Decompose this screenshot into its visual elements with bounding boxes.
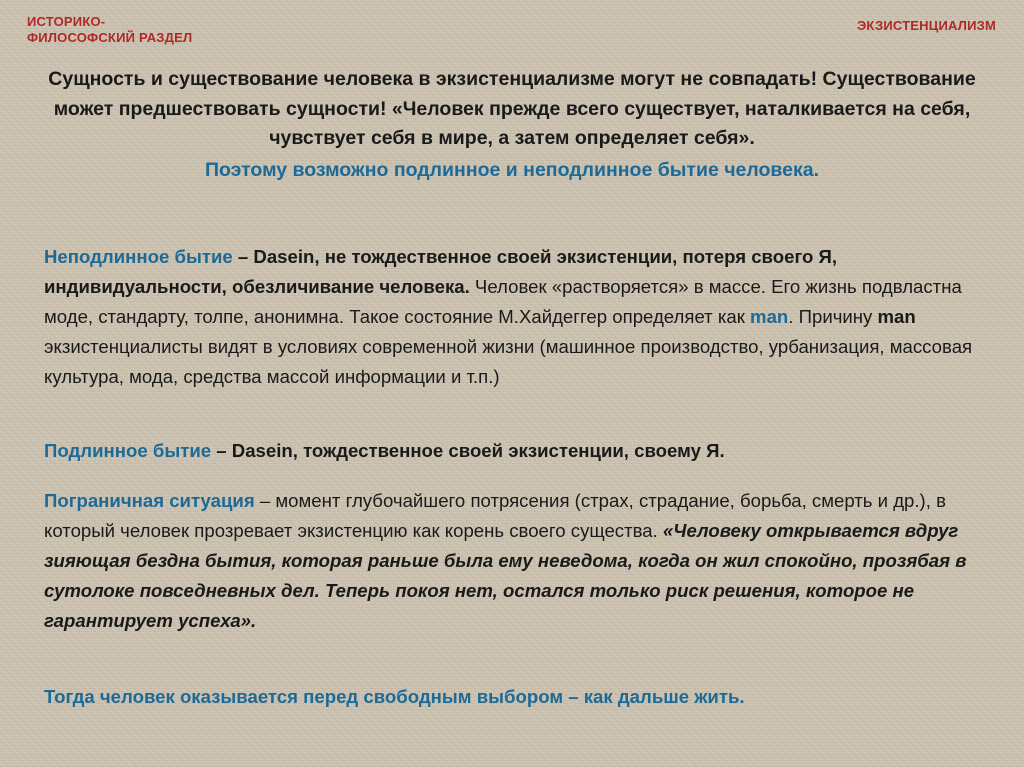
intro-block <box>48 65 976 185</box>
borderline-text: – момент глубочайшего потрясения (страх, страдание, борьба, смерть и др.), в который человек прозревает экзистенцию как корень своего существа. <box>44 490 946 541</box>
borderline-term: Пограничная ситуация <box>44 490 255 511</box>
borderline-paragraph <box>44 486 980 636</box>
inauthentic-text-c: экзистенциалисты видят в условиях современной жизни (машинное производство, урбанизация, массовая культура, мода, средства массой информации и т.п.) <box>44 336 973 387</box>
man-term-2: man <box>877 306 916 327</box>
authentic-definition: – Dasein, тождественное своей экзистенции, своему Я. <box>211 440 725 461</box>
inauthentic-paragraph <box>44 242 980 392</box>
intro-lead: Поэтому возможно подлинное и неподлинное бытие человека. <box>204 158 820 181</box>
man-term-1: man <box>750 306 789 327</box>
inauthentic-text-b: . Причину <box>788 306 878 327</box>
borderline-quote: «Человеку открывается вдруг зияющая бездна бытия, которая раньше была ему неведома, когда он жил спокойно, прозябая в сутолоке повседневных дел. Теперь покоя нет, остался только риск решения, которое не гарантирует успеха». <box>44 520 967 631</box>
section-label-line2: ФИЛОСОФСКИЙ РАЗДЕЛ <box>27 30 193 45</box>
authentic-paragraph <box>44 436 980 466</box>
inauthentic-definition: – Dasein, не тождественное своей экзистенции, потеря своего Я, индивидуальности, обезличивание человека. <box>44 246 837 297</box>
topic-label: ЭКЗИСТЕНЦИАЛИЗМ <box>856 18 996 33</box>
intro-text: Сущность и существование человека в экзистенциализме могут не совпадать! Существование может предшествовать сущности! «Человек прежде всего существует, наталкивается на себя, чувствует себя в мире, а затем определяет себя». <box>48 68 976 149</box>
inauthentic-term: Неподлинное бытие <box>44 246 233 267</box>
section-label-line1: ИСТОРИКО- <box>27 14 106 29</box>
authentic-term: Подлинное бытие <box>44 440 212 461</box>
section-label <box>27 14 227 46</box>
conclusion: Тогда человек оказывается перед свободным выбором – как дальше жить. <box>44 686 745 707</box>
inauthentic-text-a: Человек «растворяется» в массе. Его жизнь подвластна моде, стандарту, толпе, анонимна. Такое состояние М.Хайдеггер определяет как <box>44 276 962 327</box>
